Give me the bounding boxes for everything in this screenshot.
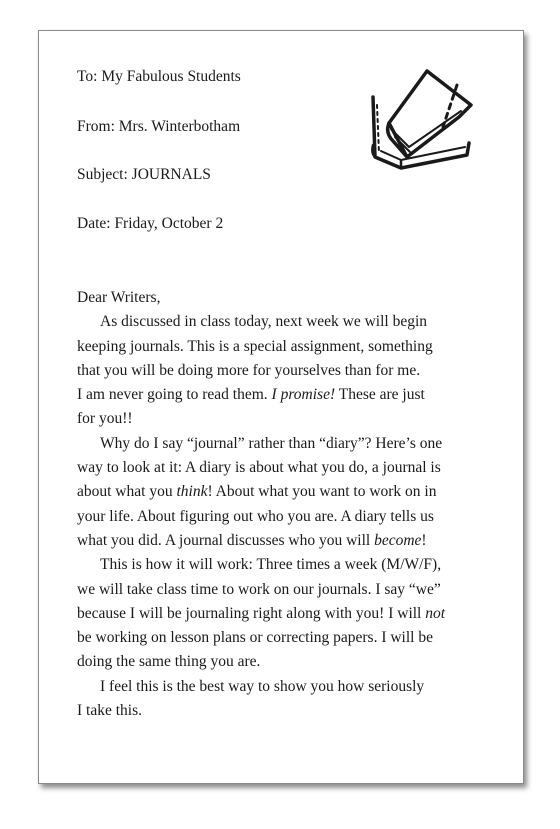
text-run: what you did. A journal discusses who you will <box>77 531 375 549</box>
paragraph-1-line: keeping journals. This is a special assignment, something <box>77 337 433 355</box>
paragraph-4-line: I take this. <box>77 702 142 720</box>
text-run: ! <box>421 531 427 549</box>
emphasis-text: I promise! <box>271 386 336 404</box>
memo-from: From: Mrs. Winterbotham <box>77 118 241 135</box>
paragraph-3-line <box>77 602 522 626</box>
paragraph-4-line: I feel this is the best way to show you how seriously <box>100 677 425 695</box>
paragraph-2-line: way to look at it: A diary is about what you do, a journal is <box>77 459 441 477</box>
paragraph-2-line: Why do I say “journal” rather than “diary”? Here’s one <box>100 434 443 452</box>
books-icon <box>361 67 473 171</box>
paragraph-3-line: This is how it will work: Three times a week (M/W/F), <box>100 556 442 574</box>
text-run: I am never going to read them. <box>77 386 272 404</box>
salutation: Dear Writers, <box>77 289 161 306</box>
paragraph-1-line: As discussed in class today, next week we will begin <box>100 313 428 331</box>
paragraph-3-line: be working on lesson plans or correcting papers. I will be <box>77 629 433 647</box>
emphasis-text: think <box>176 483 208 501</box>
text-run: ! About what you want to work on in <box>207 483 437 501</box>
text-run: These are just <box>335 386 425 404</box>
text-run: because I will be journaling right along with you! I will <box>77 604 426 622</box>
emphasis-text: become <box>374 531 422 549</box>
paragraph-2-line: your life. About figuring out who you are. A diary tells us <box>77 507 434 525</box>
text-run: about what you <box>77 483 177 501</box>
paragraph-1-line: for you!! <box>77 410 133 428</box>
paragraph-3-line: we will take class time to work on our journals. I say “we” <box>77 580 441 598</box>
paragraph-1-line: that you will be doing more for yourselves than for me. <box>77 361 421 379</box>
emphasis-text: not <box>425 604 446 622</box>
paragraph-1-line <box>77 383 522 407</box>
paragraph-2-line <box>77 480 522 504</box>
memo-date: Date: Friday, October 2 <box>77 215 224 232</box>
paragraph-3-line: doing the same thing you are. <box>77 653 261 671</box>
letter-body <box>77 286 522 723</box>
memo-subject: Subject: JOURNALS <box>77 166 211 183</box>
memo-to: To: My Fabulous Students <box>77 68 241 85</box>
paragraph-2-line <box>77 529 522 553</box>
letter-page <box>38 30 524 784</box>
